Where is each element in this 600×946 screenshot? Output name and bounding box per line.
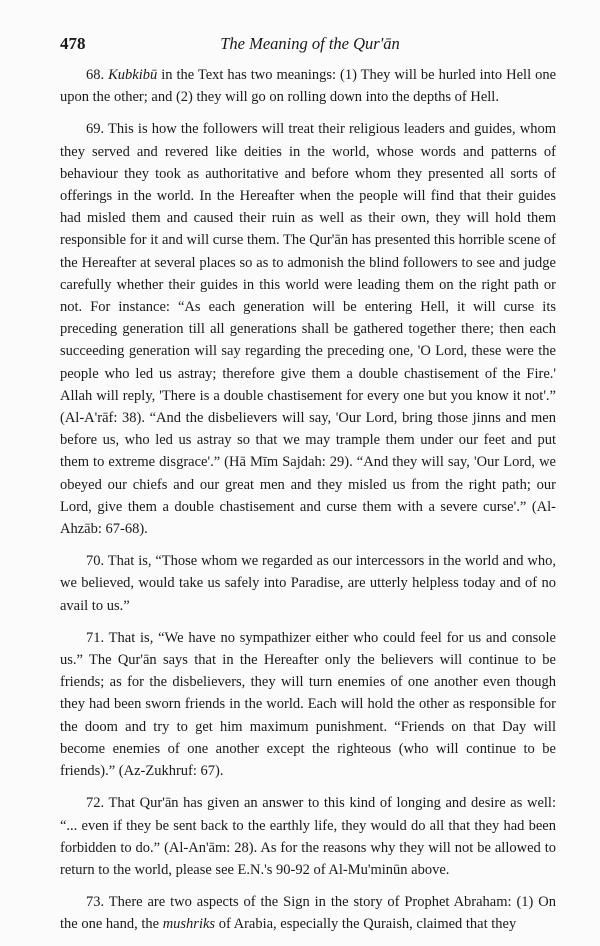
note-73: [60, 891, 556, 935]
note-number: 71.: [86, 629, 105, 646]
notes-body: [60, 64, 556, 946]
note-68: [60, 64, 556, 108]
note-number: 73.: [86, 894, 105, 911]
note-text: in the Text has two meanings: (1) They will be hurled into Hell one upon the other; and (2) they will go on rolling down into the depths of Hell.: [60, 67, 557, 106]
note-text-continued: of Arabia, especially the Quraish, claimed that they: [215, 916, 517, 933]
note-text: That is, “We have no sympathizer either who could feel for us and console us.” The Qur'ān says that in the Hereafter only the believers will continue to be friends; as for the disbelievers, they will turn enemies of one another even though they had been sworn friends in the world. Each will hold the other as responsible for the doom and try to get him maximum punishment. “Friends on that Day will become enemies of one another except the righteous (who will continue to be friends).” (Az-Zukhruf: 67).: [60, 629, 556, 780]
note-number: 69.: [86, 121, 105, 138]
note-text: That is, “Those whom we regarded as our intercessors in the world and who, we believed, would take us safely into Paradise, are utterly helpless today and of no avail to us.”: [60, 553, 556, 614]
note-72: [60, 792, 556, 881]
page-number: 478: [60, 34, 86, 53]
note-71: [60, 627, 556, 782]
note-text: There are two aspects of the Sign in the story of Prophet Abraham: (1) On the one hand, the: [60, 894, 556, 933]
italic-term: mushriks: [162, 916, 216, 933]
italic-term: Kubkibū: [108, 67, 158, 83]
note-text: That Qur'ān has given an answer to this kind of longing and desire as well: “... even if they be sent back to the earthly life, they would do all that they had been forbidden to do.” (Al-An'ām: 28). As for the reasons why they will not be allowed to return to the world, please see E.N.'s 90-92 of Al-Mu'minūn above.: [60, 795, 556, 878]
note-70: [60, 550, 556, 617]
note-number: 68.: [86, 67, 105, 83]
note-text: This is how the followers will treat their religious leaders and guides, whom they served and revered like deities in the world, whose words and patterns of behaviour they took as authoritative and before whom they presented all sorts of offerings in the world. In the Hereafter when the people will find that their guides had misled them and caused their ruin as well as their own, they will hold them responsible for it and will curse them. The Qur'ān has presented this horrible scene of the Hereafter at several places so as to admonish the blind followers to see and judge carefully whether their guides in this world were leading them on the right path or not. For instance: “As each generation will be entering Hell, it will curse its preceding generation till all generations shall be gathered together there; then each succeeding generation will say regarding the preceding one, 'O Lord, these were the people who led us astray; therefore give them a double chastisement of the Fire.' Allah will reply, 'There is a double chastisement for every one but you know it not'.” (Al-A'rāf: 38). “And the disbelievers will say, 'Our Lord, bring those jinns and men before us, who led us astray so that we may trample them under our feet and put them to extreme disgrace'.” (Hā Mīm Sajdah: 29). “And they will say, 'Our Lord, we obeyed our chiefs and our great men and they misled us from the right path; our Lord, give them a double chastisement and curse them with a severe curse'.” (Al-Ahzāb: 67-68).: [60, 121, 556, 538]
note-69: [60, 118, 556, 540]
note-number: 72.: [86, 795, 105, 812]
note-number: 70.: [86, 553, 105, 570]
page-header: [60, 34, 560, 54]
running-title: The Meaning of the Qur'ān: [220, 34, 400, 53]
